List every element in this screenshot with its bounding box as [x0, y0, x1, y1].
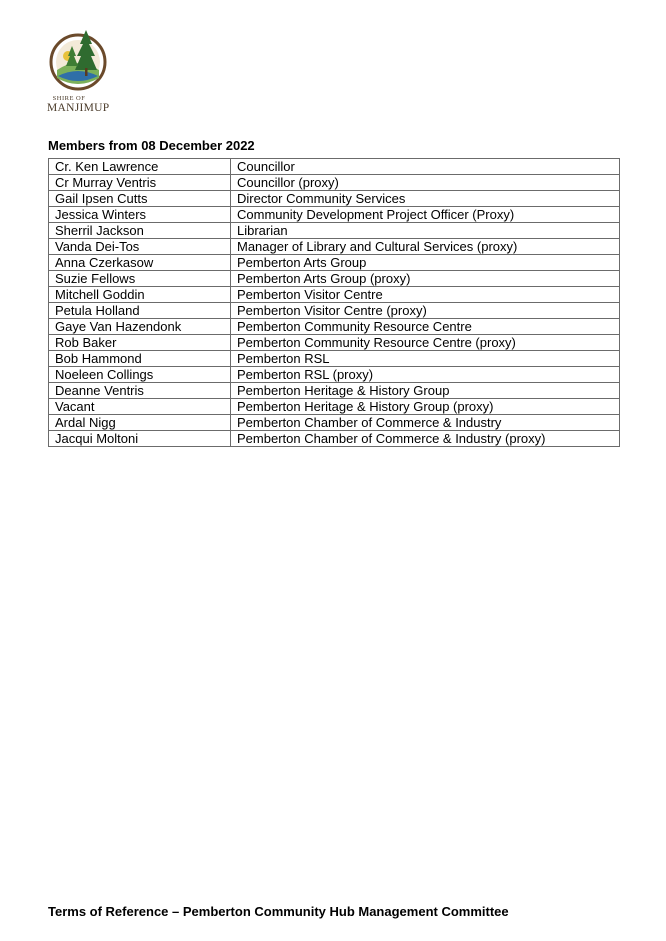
- table-row: [49, 367, 620, 383]
- shire-emblem-icon: [48, 26, 108, 92]
- member-name-cell: Jacqui Moltoni: [49, 431, 231, 447]
- member-name-cell: Deanne Ventris: [49, 383, 231, 399]
- member-role-cell: Manager of Library and Cultural Services (proxy): [231, 239, 620, 255]
- logo-line-2: MANJIMUP: [47, 102, 110, 114]
- table-row: [49, 415, 620, 431]
- member-name-cell: Vacant: [49, 399, 231, 415]
- member-name-cell: Anna Czerkasow: [49, 255, 231, 271]
- page-footer: Terms of Reference – Pemberton Community Hub Management Committee: [48, 904, 509, 919]
- member-name-cell: Ardal Nigg: [49, 415, 231, 431]
- member-name-cell: Rob Baker: [49, 335, 231, 351]
- member-name-cell: Gaye Van Hazendonk: [49, 319, 231, 335]
- member-name-cell: Suzie Fellows: [49, 271, 231, 287]
- table-row: [49, 351, 620, 367]
- member-role-cell: Community Development Project Officer (Proxy): [231, 207, 620, 223]
- member-role-cell: Pemberton Arts Group (proxy): [231, 271, 620, 287]
- member-name-cell: Noeleen Collings: [49, 367, 231, 383]
- member-role-cell: Councillor (proxy): [231, 175, 620, 191]
- member-name-cell: Sherril Jackson: [49, 223, 231, 239]
- table-row: [49, 335, 620, 351]
- table-row: [49, 303, 620, 319]
- table-row: [49, 271, 620, 287]
- members-table: [48, 158, 620, 447]
- member-name-cell: Jessica Winters: [49, 207, 231, 223]
- member-name-cell: Bob Hammond: [49, 351, 231, 367]
- member-role-cell: Director Community Services: [231, 191, 620, 207]
- member-role-cell: Pemberton Chamber of Commerce & Industry: [231, 415, 620, 431]
- member-name-cell: Petula Holland: [49, 303, 231, 319]
- member-role-cell: Pemberton Visitor Centre (proxy): [231, 303, 620, 319]
- table-row: [49, 223, 620, 239]
- member-role-cell: Pemberton Community Resource Centre: [231, 319, 620, 335]
- table-row: [49, 383, 620, 399]
- member-role-cell: Pemberton Heritage & History Group (proxy): [231, 399, 620, 415]
- member-name-cell: Cr. Ken Lawrence: [49, 159, 231, 175]
- member-name-cell: Cr Murray Ventris: [49, 175, 231, 191]
- member-role-cell: Pemberton Chamber of Commerce & Industry (proxy): [231, 431, 620, 447]
- table-row: [49, 287, 620, 303]
- members-table-body: [49, 159, 620, 447]
- table-row: [49, 207, 620, 223]
- table-row: [49, 255, 620, 271]
- logo-line-1: SHIRE OF: [52, 95, 86, 102]
- table-row: [49, 399, 620, 415]
- table-row: [49, 159, 620, 175]
- member-role-cell: Pemberton RSL: [231, 351, 620, 367]
- member-role-cell: Pemberton RSL (proxy): [231, 367, 620, 383]
- table-row: [49, 319, 620, 335]
- member-role-cell: Pemberton Arts Group: [231, 255, 620, 271]
- member-name-cell: Vanda Dei-Tos: [49, 239, 231, 255]
- member-role-cell: Pemberton Visitor Centre: [231, 287, 620, 303]
- shire-logo: [44, 26, 116, 118]
- member-role-cell: Pemberton Community Resource Centre (proxy): [231, 335, 620, 351]
- members-heading: Members from 08 December 2022: [48, 138, 255, 153]
- member-role-cell: Librarian: [231, 223, 620, 239]
- table-row: [49, 239, 620, 255]
- member-name-cell: Gail Ipsen Cutts: [49, 191, 231, 207]
- table-row: [49, 191, 620, 207]
- member-role-cell: Pemberton Heritage & History Group: [231, 383, 620, 399]
- member-name-cell: Mitchell Goddin: [49, 287, 231, 303]
- table-row: [49, 431, 620, 447]
- table-row: [49, 175, 620, 191]
- member-role-cell: Councillor: [231, 159, 620, 175]
